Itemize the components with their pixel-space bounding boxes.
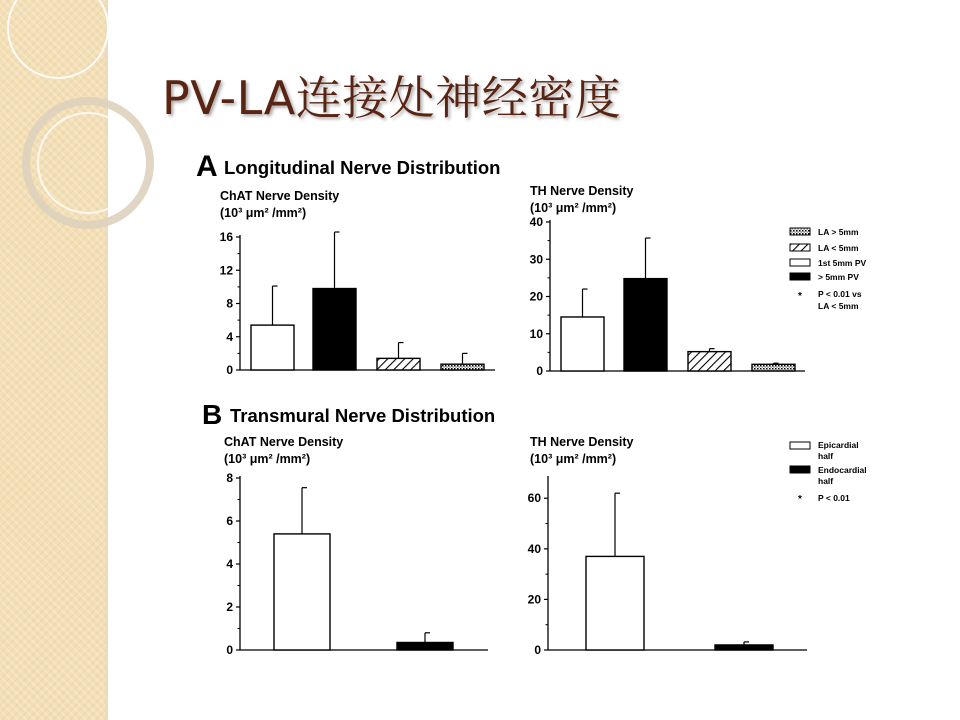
y-tick-label: 20 bbox=[527, 592, 541, 607]
legend-b bbox=[790, 440, 867, 505]
y-tick-label: 4 bbox=[226, 557, 233, 571]
bar bbox=[586, 556, 644, 650]
chart-a-chat-title-line1: ChAT Nerve Density bbox=[220, 189, 340, 203]
y-tick-label: 8 bbox=[226, 296, 233, 311]
bar bbox=[313, 289, 356, 370]
legend-b-note-symbol: * bbox=[798, 494, 802, 505]
bar bbox=[251, 325, 294, 370]
chart-a-chat-plot bbox=[220, 230, 495, 377]
slide-title: PV-LA连接处神经密度 bbox=[162, 71, 622, 125]
panel-b-heading: Transmural Nerve Distribution bbox=[230, 405, 496, 426]
chart-b-chat-title-line2: (10³ μm² /mm²) bbox=[224, 452, 311, 466]
y-tick-label: 8 bbox=[226, 471, 233, 485]
y-tick-label: 6 bbox=[226, 514, 233, 528]
chart-b-chat-plot bbox=[226, 471, 488, 657]
deco-ring-inner bbox=[38, 113, 138, 213]
legend-a-label-0: LA > 5mm bbox=[818, 227, 859, 237]
chart-a-th-title-line1: TH Nerve Density bbox=[530, 184, 634, 198]
chart-b-th-title-line2: (10³ μm² /mm²) bbox=[530, 452, 617, 466]
bar bbox=[752, 364, 795, 371]
bar bbox=[441, 364, 484, 370]
y-tick-label: 0 bbox=[534, 643, 541, 657]
legend-a-swatch-3 bbox=[790, 273, 810, 280]
y-tick-label: 0 bbox=[226, 363, 233, 377]
legend-a-swatch-0 bbox=[790, 228, 810, 235]
legend-b-note-line1: P < 0.01 bbox=[818, 493, 850, 503]
chart-b-th-title-line1: TH Nerve Density bbox=[530, 435, 634, 449]
deco-circle-large bbox=[8, 0, 108, 78]
y-tick-label: 2 bbox=[226, 600, 233, 614]
figure bbox=[190, 140, 910, 660]
y-tick-label: 20 bbox=[529, 289, 543, 304]
y-tick-label: 60 bbox=[527, 491, 541, 506]
legend-a-note-symbol: * bbox=[798, 291, 802, 302]
bar bbox=[561, 317, 604, 371]
deco-ring-outer bbox=[26, 101, 150, 225]
chart-b-chat-title bbox=[224, 435, 343, 466]
legend-a-swatch-1 bbox=[790, 244, 810, 251]
y-tick-label: 4 bbox=[226, 329, 233, 344]
legend-a bbox=[790, 227, 867, 311]
legend-a-label-1: LA < 5mm bbox=[818, 243, 859, 253]
legend-a-note-line2: LA < 5mm bbox=[818, 301, 859, 311]
chart-b-th-plot bbox=[528, 476, 807, 657]
chart-a-th-title bbox=[530, 184, 634, 215]
y-tick-label: 30 bbox=[529, 252, 543, 267]
legend-b-swatch-0 bbox=[790, 442, 810, 449]
legend-b-label-0-line2: half bbox=[818, 451, 834, 461]
panel-a-heading: Longitudinal Nerve Distribution bbox=[224, 157, 501, 178]
y-tick-label: 12 bbox=[219, 263, 233, 278]
legend-b-label-1-line1: Endocardial bbox=[818, 465, 867, 475]
chart-a-chat-title bbox=[220, 189, 339, 220]
legend-a-label-3: > 5mm PV bbox=[818, 272, 859, 282]
bar bbox=[377, 358, 420, 370]
bar bbox=[397, 642, 453, 650]
chart-b-th-title bbox=[530, 435, 634, 466]
y-tick-label: 16 bbox=[219, 230, 233, 244]
panel-a-letter: A bbox=[196, 150, 218, 183]
panel-b-letter: B bbox=[202, 399, 223, 430]
legend-a-label-2: 1st 5mm PV bbox=[818, 258, 867, 268]
chart-a-th-title-line2: (10³ μm² /mm²) bbox=[530, 201, 617, 215]
chart-a-chat-title-line2: (10³ μm² /mm²) bbox=[220, 206, 307, 220]
legend-b-label-0-line1: Epicardial bbox=[818, 440, 859, 450]
legend-a-note-line1: P < 0.01 vs bbox=[818, 289, 862, 299]
bar bbox=[624, 279, 667, 371]
decorative-circles bbox=[0, 0, 200, 260]
y-tick-label: 40 bbox=[527, 541, 541, 556]
chart-b-chat-title-line1: ChAT Nerve Density bbox=[224, 435, 344, 449]
chart-a-th-plot bbox=[530, 215, 805, 378]
y-tick-label: 0 bbox=[536, 364, 543, 378]
legend-a-swatch-2 bbox=[790, 259, 810, 266]
figure-svg bbox=[190, 140, 910, 660]
bar bbox=[688, 352, 731, 371]
bar bbox=[274, 534, 330, 650]
legend-b-label-1-line2: half bbox=[818, 476, 834, 486]
y-tick-label: 10 bbox=[529, 326, 543, 341]
bar bbox=[715, 645, 773, 650]
legend-b-swatch-1 bbox=[790, 466, 810, 473]
y-tick-label: 0 bbox=[226, 643, 233, 657]
y-tick-label: 40 bbox=[529, 215, 543, 229]
